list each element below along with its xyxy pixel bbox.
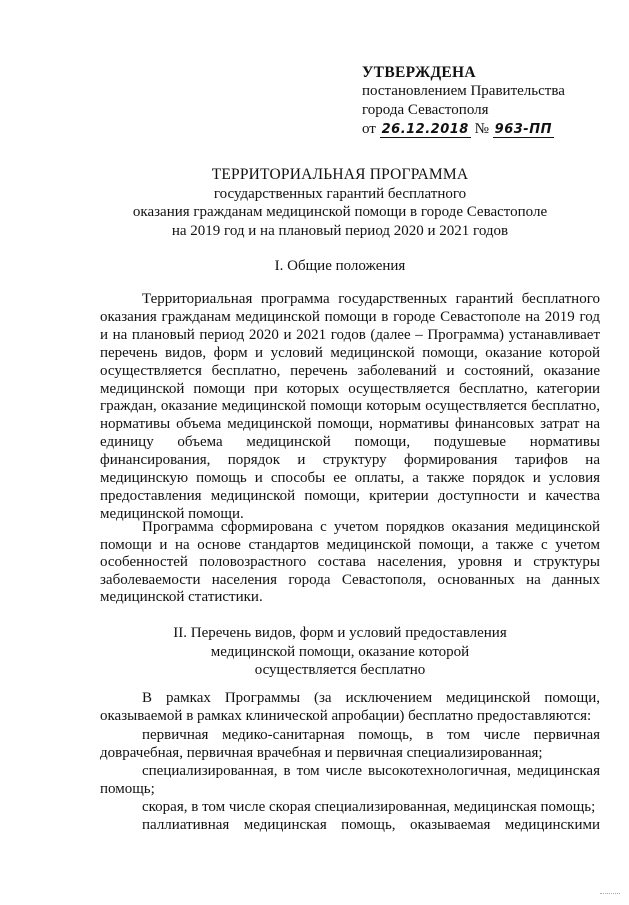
section-2-heading-line-3: осуществляется бесплатно xyxy=(254,662,426,678)
handwritten-date: 26.12.2018 xyxy=(381,122,469,137)
title-main: ТЕРРИТОРИАЛЬНАЯ ПРОГРАММА xyxy=(211,166,469,183)
section-1-paragraph-2: Программа сформирована с учетом порядков оказания медицинской помощи и на основе стандартов медицинской помощи, а также с учетом особенностей половозрастного состава населения, уровня и структуры заболеваемости населения города Севастополя, основанных на данных медицинской статистики. xyxy=(100,519,600,606)
list-item-emergency-care: скорая, в том числе скорая специализированная, медицинская помощь; xyxy=(142,799,596,815)
section-2-heading-line-1: II. Перечень видов, форм и условий предоставления xyxy=(173,625,507,641)
number-label: № xyxy=(474,121,489,137)
section-1-heading: I. Общие положения xyxy=(274,258,406,274)
title-line-4: на 2019 год и на плановый период 2020 и 2021 годов xyxy=(171,222,509,239)
approval-date-line xyxy=(362,120,602,139)
section-1-paragraph-1: Территориальная программа государственных гарантий бесплатного оказания гражданам медицинской помощи в городе Севастополе на 2019 год и на плановый период 2020 и 2021 годов (далее – Программа) устанавливает перечень видов, форм и условий медицинской помощи, оказание которой осуществляется бесплатно, перечень заболеваний и состояний, оказание медицинской помощи при которых осуществляется бесплатно, категории граждан, оказание медицинской помощи которым осуществляется бесплатно, нормативы объема медицинской помощи, нормативы финансовых затрат на единицу объема медицинской помощи, подушевые нормативы финансирования, порядок и структуру формирования тарифов на медицинскую помощь и способы ее оплаты, а также порядок и условия предоставления медицинской помощи, критерии доступности и качества медицинской помощи. xyxy=(100,291,600,522)
title-line-2: государственных гарантий бесплатного xyxy=(213,185,467,202)
approval-heading: УТВЕРЖДЕНА xyxy=(362,64,476,81)
from-label: от xyxy=(362,121,376,137)
list-item-specialized-care: специализированная, в том числе высокотехнологичная, медицинская помощь; xyxy=(100,763,600,797)
list-item-primary-care: первичная медико-санитарная помощь, в том числе первичная доврачебная, первичная врачебная и первичная специализированная; xyxy=(100,727,600,761)
scan-mark-top xyxy=(92,0,100,4)
section-2-intro: В рамках Программы (за исключением медицинской помощи, оказываемой в рамках клинической апробации) бесплатно предоставляются: xyxy=(100,690,600,724)
approval-block xyxy=(362,63,602,139)
list-item-palliative-care: паллиативная медицинская помощь, оказываемая медицинскими xyxy=(142,817,600,833)
approval-line-1: постановлением Правительства xyxy=(362,83,565,99)
title-line-3: оказания гражданам медицинской помощи в городе Севастополе xyxy=(132,204,548,220)
approval-line-2: города Севастополя xyxy=(362,102,489,118)
scan-mark-bottom xyxy=(600,893,620,902)
handwritten-number: 963-ПП xyxy=(494,122,552,137)
section-2-heading-line-2: медицинской помощи, оказание которой xyxy=(210,643,470,660)
document-title xyxy=(100,166,580,240)
section-2-heading xyxy=(100,624,580,680)
